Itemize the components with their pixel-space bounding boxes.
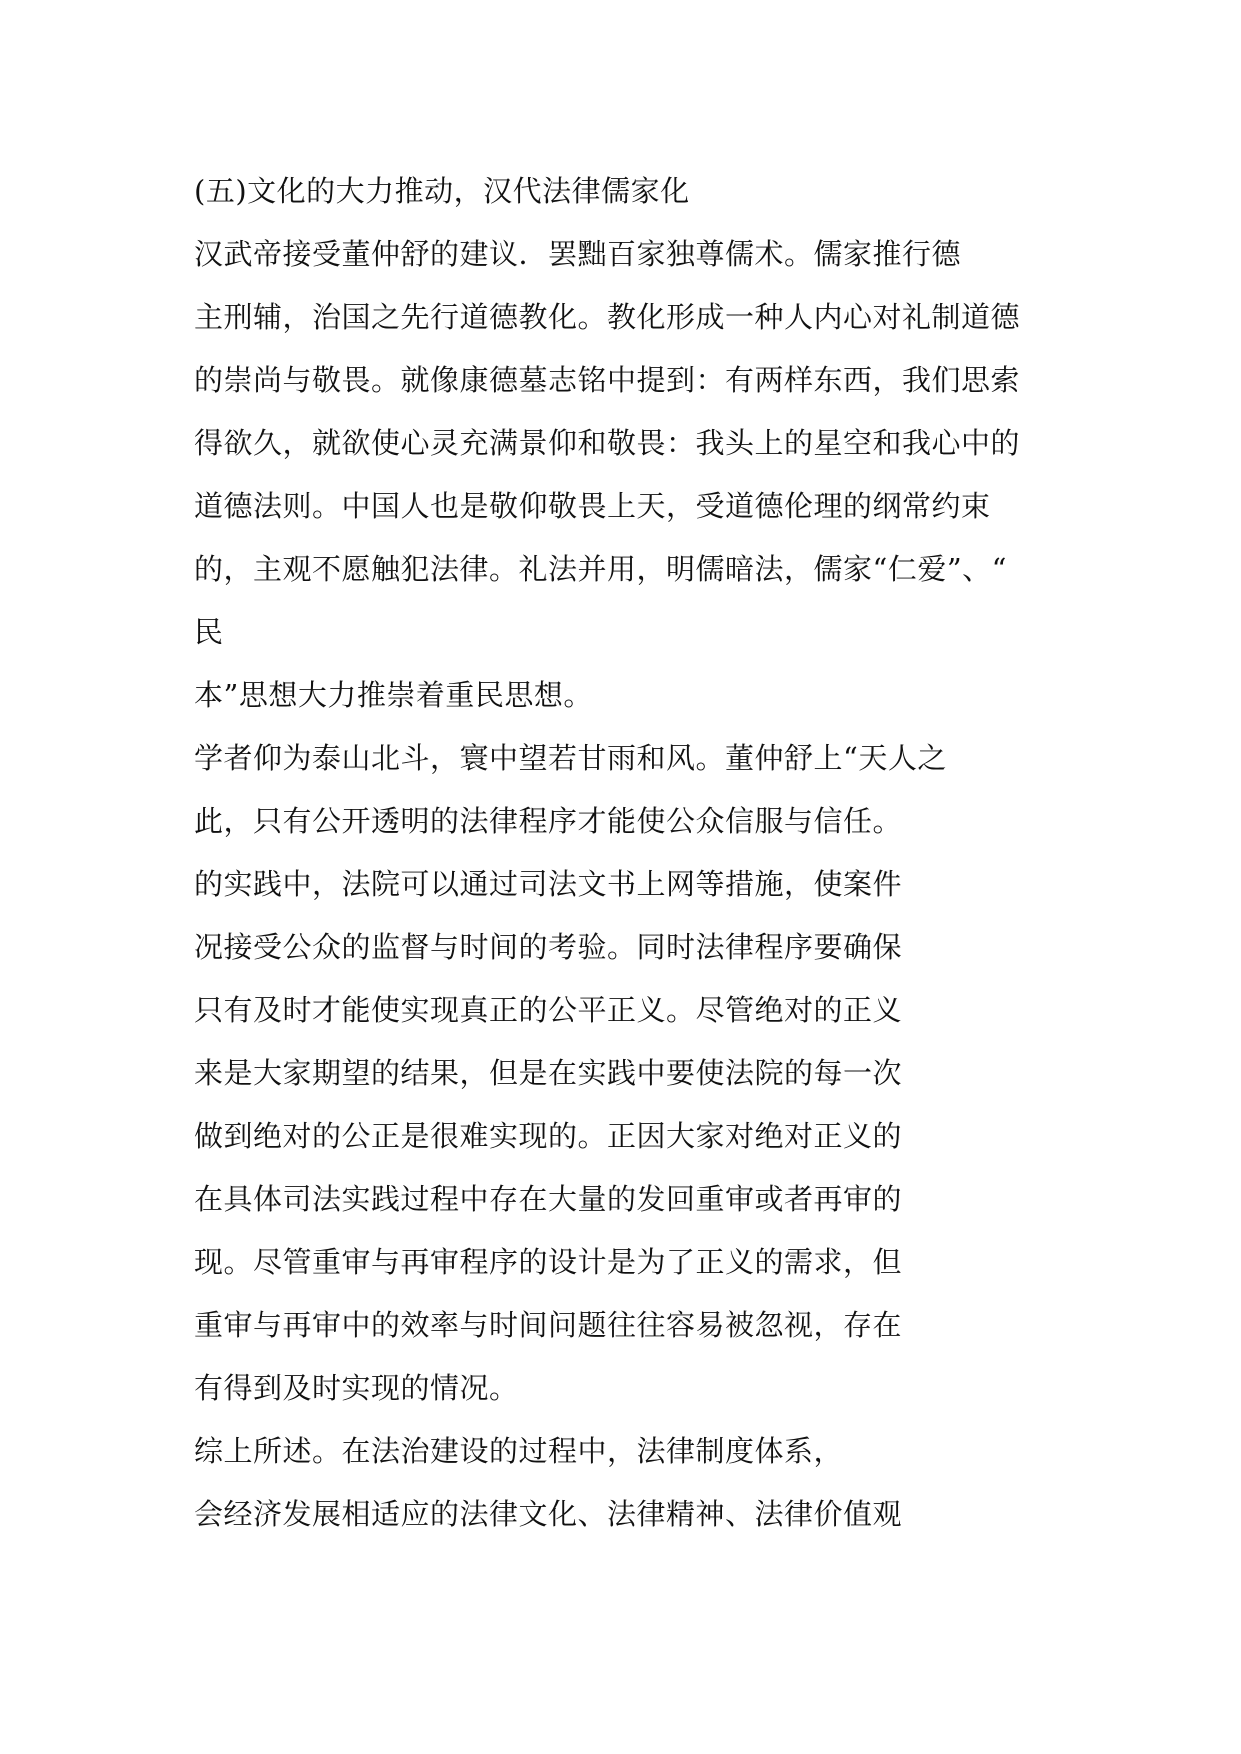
text-line: 得欲久，就欲使心灵充满景仰和敬畏：我头上的星空和我心中的 — [194, 426, 1021, 460]
text-line: 做到绝对的公正是很难实现的。正因大家对绝对正义的 — [194, 1119, 903, 1153]
text-line: 况接受公众的监督与时间的考验。同时法律程序要确保 — [194, 930, 903, 964]
text-line: 在具体司法实践过程中存在大量的发回重审或者再审的 — [194, 1182, 903, 1216]
text-line: 会经济发展相适应的法律文化、法律精神、法律价值观 — [194, 1497, 903, 1531]
text-line: 本”思想大力推崇着重民思想。 — [194, 678, 593, 712]
section-heading: (五)文化的大力推动，汉代法律儒家化 — [194, 174, 690, 208]
text-line: 民 — [194, 615, 224, 649]
text-line: 的崇尚与敬畏。就像康德墓志铭中提到：有两样东西，我们思索 — [194, 363, 1021, 397]
text-line: 有得到及时实现的情况。 — [194, 1371, 519, 1405]
text-line: 学者仰为泰山北斗，寰中望若甘雨和风。董仲舒上“天人之 — [194, 741, 947, 775]
text-line: 重审与再审中的效率与时间问题往往容易被忽视，存在 — [194, 1308, 903, 1342]
text-line: 的，主观不愿触犯法律。礼法并用，明儒暗法，儒家“仁爱”、“ — [194, 552, 1007, 586]
text-line: 综上所述。在法治建设的过程中，法律制度体系， — [194, 1434, 844, 1468]
text-line: 此，只有公开透明的法律程序才能使公众信服与信任。 — [194, 804, 903, 838]
text-line: 汉武帝接受董仲舒的建议．罢黜百家独尊儒术。儒家推行德 — [194, 237, 962, 271]
text-line: 现。尽管重审与再审程序的设计是为了正义的需求，但 — [194, 1245, 903, 1279]
text-line: 的实践中，法院可以通过司法文书上网等措施，使案件 — [194, 867, 903, 901]
text-line: 只有及时才能使实现真正的公平正义。尽管绝对的正义 — [194, 993, 903, 1027]
text-line: 主刑辅，治国之先行道德教化。教化形成一种人内心对礼制道德 — [194, 300, 1021, 334]
text-line: 来是大家期望的结果，但是在实践中要使法院的每一次 — [194, 1056, 903, 1090]
text-line: 道德法则。中国人也是敬仰敬畏上天，受道德伦理的纲常约束 — [194, 489, 991, 523]
